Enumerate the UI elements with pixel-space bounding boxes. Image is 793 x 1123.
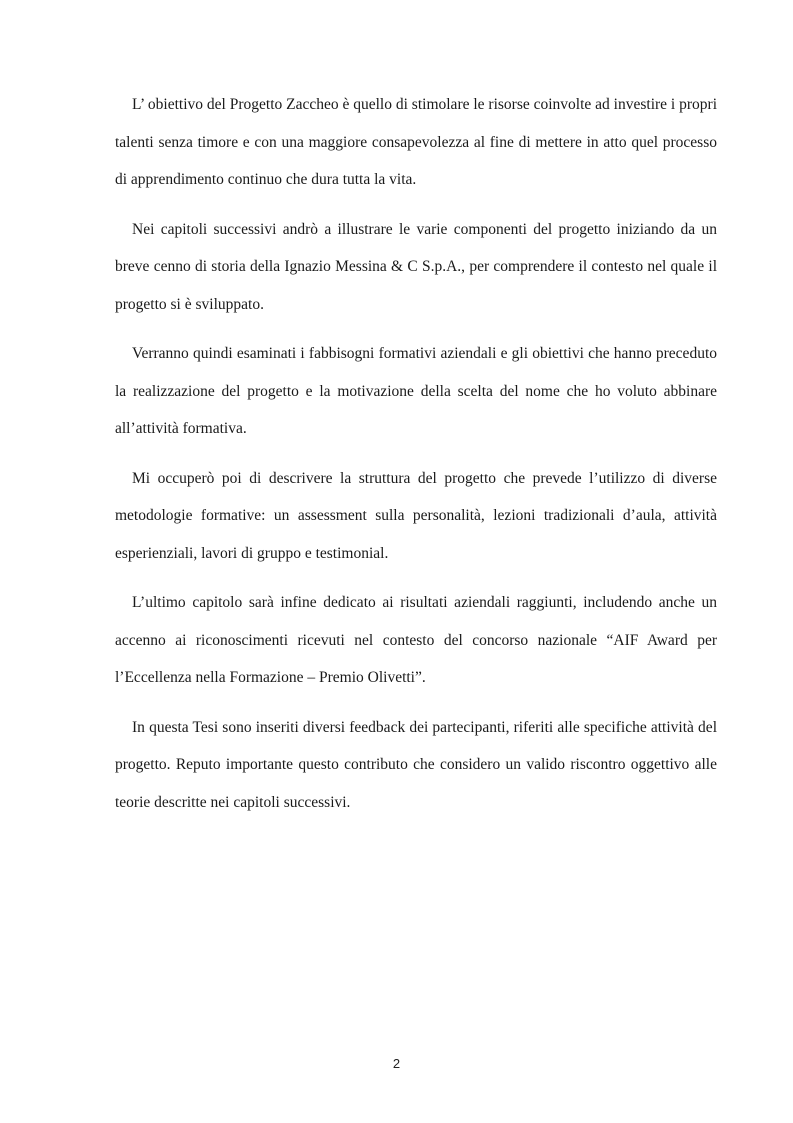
paragraph-feedback: In questa Tesi sono inseriti diversi feedback dei partecipanti, riferiti alle specifiche attività del progetto. Reputo importante questo contributo che considero un valido riscontro oggettivo alle teorie descritte nei capitoli successivi. <box>115 718 717 811</box>
paragraph-training-needs: Verranno quindi esaminati i fabbisogni formativi aziendali e gli obiettivi che hanno preceduto la realizzazione del progetto e la motivazione della scelta del nome che ho voluto abbinare all’attività formativa. <box>115 345 717 437</box>
paragraph-objective: L’ obiettivo del Progetto Zaccheo è quello di stimolare le risorse coinvolte ad investire i propri talenti senza timore e con una maggiore consapevolezza al fine di mettere in atto quel processo di apprendimento continuo che dura tutta la vita. <box>115 96 717 188</box>
document-body <box>115 86 717 833</box>
page-number: 2 <box>392 1056 401 1071</box>
paragraph-project-structure: Mi occuperò poi di descrivere la struttura del progetto che prevede l’utilizzo di diverse metodologie formative: un assessment sulla personalità, lezioni tradizionali d’aula, attività esperienziali, lavori di gruppo e testimonial. <box>115 469 717 562</box>
paragraph-results: L’ultimo capitolo sarà infine dedicato ai risultati aziendali raggiunti, includendo anche un accenno ai riconoscimenti ricevuti nel contesto del concorso nazionale “AIF Award per l’Eccellenza nella Formazione – Premio Olivetti”. <box>115 594 717 686</box>
paragraph-chapters-overview: Nei capitoli successivi andrò a illustrare le varie componenti del progetto iniziando da un breve cenno di storia della Ignazio Messina & C S.p.A., per comprendere il contesto nel quale il progetto si è sviluppato. <box>115 220 717 313</box>
